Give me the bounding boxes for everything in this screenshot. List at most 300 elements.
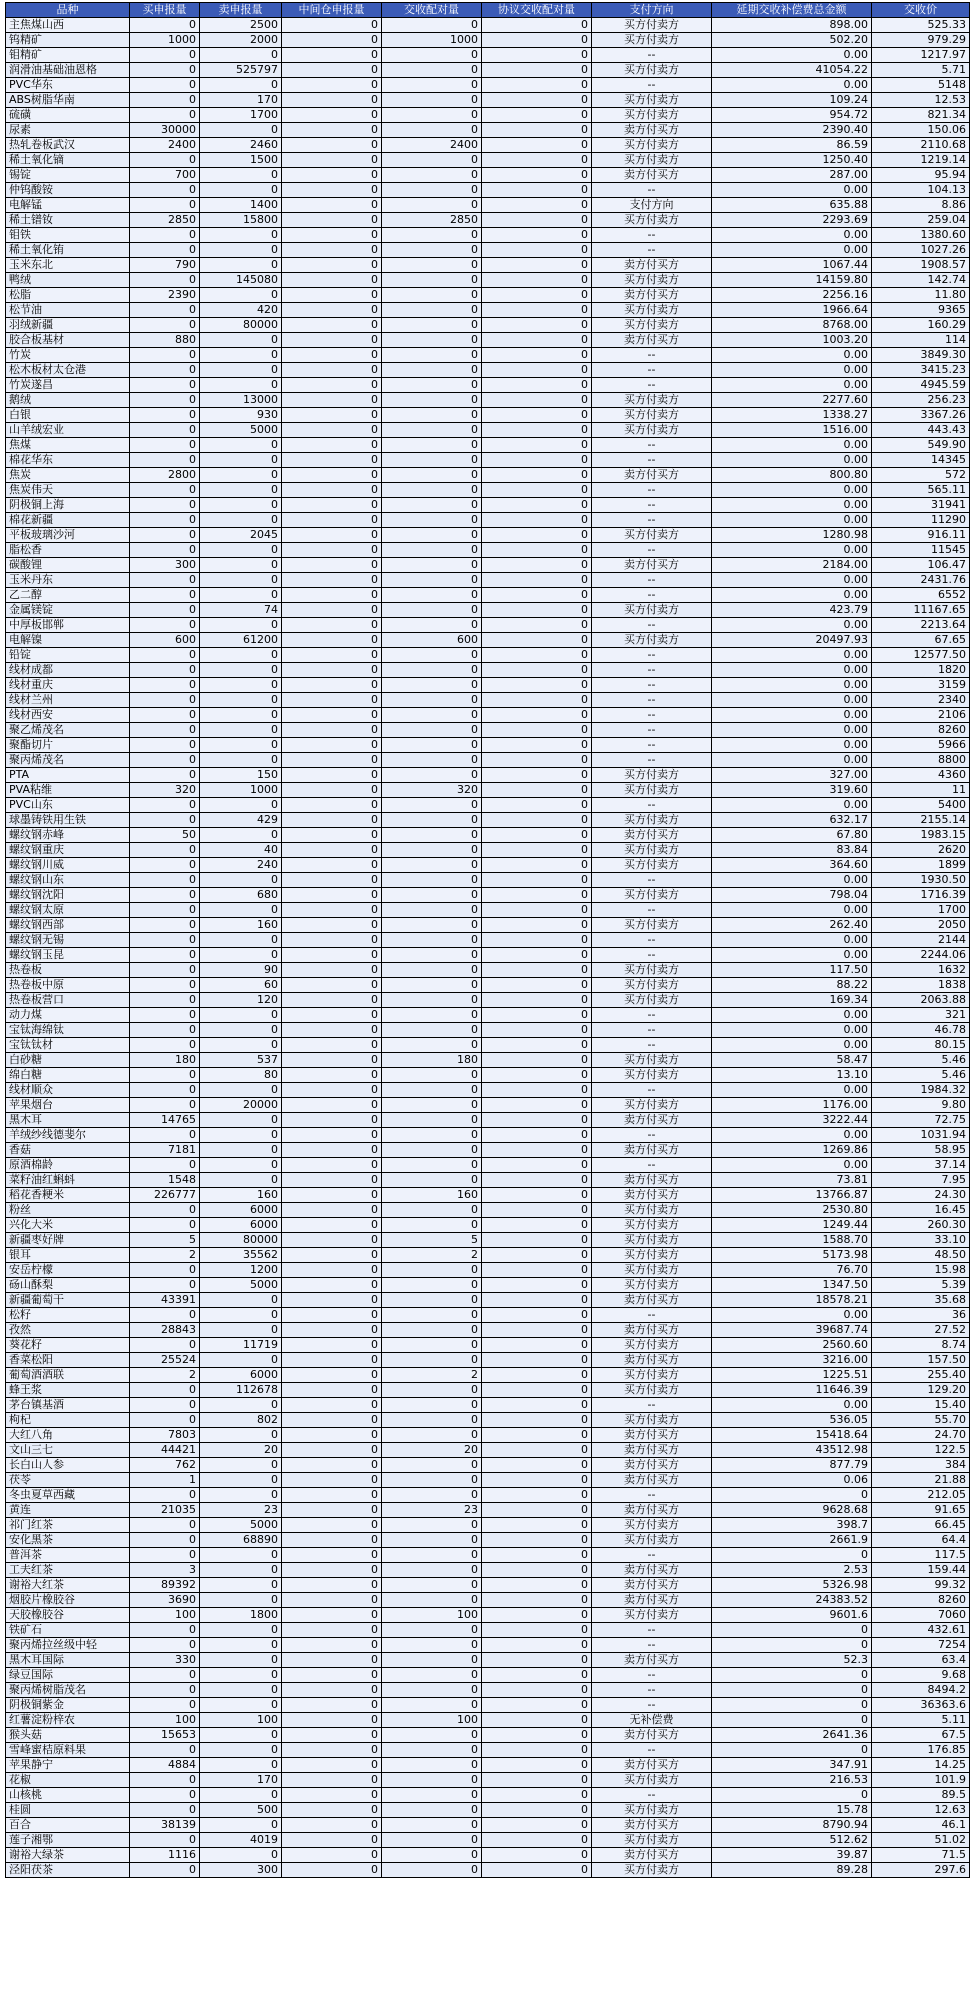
cell-product: 宝钛海绵钛 [6,1023,130,1038]
cell-agreement-matched: 0 [482,378,592,393]
cell-delivery-matched: 0 [382,453,482,468]
table-row[interactable] [6,558,970,573]
table-row[interactable] [6,513,970,528]
table-row[interactable] [6,1188,970,1203]
table-row[interactable] [6,183,970,198]
table-row[interactable] [6,963,970,978]
table-row[interactable] [6,873,970,888]
table-row[interactable] [6,798,970,813]
cell-delivery-matched: 0 [382,1263,482,1278]
cell-agreement-matched: 0 [482,1488,592,1503]
cell-deferred-compensation: 262.40 [712,918,872,933]
table-row[interactable] [6,1398,970,1413]
table-row[interactable] [6,1473,970,1488]
cell-sell-declared: 40 [200,843,282,858]
table-row[interactable] [6,138,970,153]
table-row[interactable] [6,723,970,738]
cell-buy-declared: 180 [130,1053,200,1068]
table-row[interactable] [6,213,970,228]
cell-payment-direction: 买方付卖方 [592,108,712,123]
cell-delivery-matched: 20 [382,1443,482,1458]
cell-product: 电解镍 [6,633,130,648]
cell-delivery-price: 5.11 [872,1713,970,1728]
table-row[interactable] [6,1008,970,1023]
table-row[interactable] [6,1833,970,1848]
table-row[interactable] [6,1848,970,1863]
cell-delivery-matched: 0 [382,1518,482,1533]
table-row[interactable] [6,1788,970,1803]
cell-intermediate-declared: 0 [282,1023,382,1038]
cell-product: 松脂 [6,288,130,303]
cell-intermediate-declared: 0 [282,1593,382,1608]
table-row[interactable] [6,243,970,258]
table-row[interactable] [6,858,970,873]
table-row[interactable] [6,783,970,798]
table-row[interactable] [6,663,970,678]
table-row[interactable] [6,1143,970,1158]
cell-buy-declared: 0 [130,798,200,813]
cell-intermediate-declared: 0 [282,48,382,63]
table-row[interactable] [6,573,970,588]
header-buy-declared[interactable]: 买申报量 [130,3,200,18]
table-row[interactable] [6,678,970,693]
cell-agreement-matched: 0 [482,543,592,558]
table-row[interactable] [6,408,970,423]
header-intermediate-declared[interactable]: 中间仓申报量 [282,3,382,18]
table-row[interactable] [6,1458,970,1473]
cell-sell-declared: 1700 [200,108,282,123]
cell-delivery-price: 58.95 [872,1143,970,1158]
cell-deferred-compensation: 0.00 [712,363,872,378]
cell-agreement-matched: 0 [482,1038,592,1053]
table-row[interactable] [6,813,970,828]
cell-buy-declared: 0 [130,1683,200,1698]
table-row[interactable] [6,363,970,378]
cell-deferred-compensation: 5326.98 [712,1578,872,1593]
cell-buy-declared: 2800 [130,468,200,483]
table-row[interactable] [6,1278,970,1293]
table-row[interactable] [6,708,970,723]
table-row[interactable] [6,63,970,78]
cell-delivery-matched: 0 [382,603,482,618]
table-row[interactable] [6,1683,970,1698]
cell-sell-declared: 0 [200,678,282,693]
table-row[interactable] [6,1338,970,1353]
cell-delivery-matched: 0 [382,1413,482,1428]
table-row[interactable] [6,1353,970,1368]
cell-intermediate-declared: 0 [282,213,382,228]
cell-deferred-compensation: 1516.00 [712,423,872,438]
table-row[interactable] [6,1218,970,1233]
cell-deferred-compensation: 0.00 [712,753,872,768]
cell-product: 焦煤 [6,438,130,453]
cell-delivery-price: 72.75 [872,1113,970,1128]
table-row[interactable] [6,918,970,933]
table-row[interactable] [6,903,970,918]
table-row[interactable] [6,498,970,513]
table-row[interactable] [6,693,970,708]
cell-payment-direction: -- [592,1038,712,1053]
cell-product: 茯苓 [6,1473,130,1488]
cell-sell-declared: 0 [200,1143,282,1158]
table-row[interactable] [6,1053,970,1068]
table-row[interactable] [6,1083,970,1098]
cell-delivery-matched: 0 [382,63,482,78]
cell-delivery-price: 8800 [872,753,970,768]
cell-product: PVA粘维 [6,783,130,798]
cell-intermediate-declared: 0 [282,798,382,813]
cell-product: 线材兰州 [6,693,130,708]
table-row[interactable] [6,1668,970,1683]
table-row[interactable] [6,738,970,753]
cell-sell-declared: 68890 [200,1533,282,1548]
cell-product: 茅台镇基酒 [6,1398,130,1413]
table-row[interactable] [6,153,970,168]
cell-buy-declared: 89392 [130,1578,200,1593]
cell-sell-declared: 0 [200,1428,282,1443]
cell-payment-direction: 买方付卖方 [592,1203,712,1218]
cell-product: 绵白糖 [6,1068,130,1083]
table-row[interactable] [6,1728,970,1743]
cell-intermediate-declared: 0 [282,228,382,243]
cell-intermediate-declared: 0 [282,993,382,1008]
cell-delivery-price: 5.71 [872,63,970,78]
cell-sell-declared: 0 [200,1458,282,1473]
header-delivery-matched[interactable]: 交收配对量 [382,3,482,18]
table-row[interactable] [6,1773,970,1788]
cell-deferred-compensation: 0.00 [712,498,872,513]
cell-deferred-compensation: 0.06 [712,1473,872,1488]
table-row[interactable] [6,123,970,138]
table-row[interactable] [6,1863,970,1878]
table-row[interactable] [6,33,970,48]
table-row[interactable] [6,378,970,393]
cell-product: 谢裕大绿茶 [6,1848,130,1863]
cell-buy-declared: 0 [130,273,200,288]
cell-delivery-matched: 0 [382,1023,482,1038]
cell-payment-direction: -- [592,1158,712,1173]
cell-delivery-matched: 0 [382,468,482,483]
cell-buy-declared: 1116 [130,1848,200,1863]
cell-agreement-matched: 0 [482,453,592,468]
table-row[interactable] [6,1608,970,1623]
table-row[interactable] [6,1233,970,1248]
cell-sell-declared: 0 [200,1563,282,1578]
cell-delivery-price: 1899 [872,858,970,873]
table-row[interactable] [6,648,970,663]
cell-buy-declared: 0 [130,873,200,888]
table-row[interactable] [6,1563,970,1578]
cell-intermediate-declared: 0 [282,33,382,48]
cell-delivery-price: 5148 [872,78,970,93]
cell-product: 聚酯切片 [6,738,130,753]
cell-delivery-price: 2340 [872,693,970,708]
cell-delivery-matched: 0 [382,543,482,558]
cell-sell-declared: 150 [200,768,282,783]
table-row[interactable] [6,1098,970,1113]
cell-agreement-matched: 0 [482,78,592,93]
cell-sell-declared: 0 [200,1578,282,1593]
cell-agreement-matched: 0 [482,1353,592,1368]
cell-payment-direction: 买方付卖方 [592,1518,712,1533]
table-row[interactable] [6,48,970,63]
cell-payment-direction: -- [592,573,712,588]
cell-intermediate-declared: 0 [282,168,382,183]
cell-intermediate-declared: 0 [282,543,382,558]
table-row[interactable] [6,1023,970,1038]
table-row[interactable] [6,1518,970,1533]
table-row[interactable] [6,1743,970,1758]
cell-sell-declared: 0 [200,663,282,678]
table-row[interactable] [6,393,970,408]
table-row[interactable] [6,618,970,633]
cell-intermediate-declared: 0 [282,1578,382,1593]
table-row[interactable] [6,18,970,33]
header-agreement-matched[interactable]: 协议交收配对量 [482,3,592,18]
table-row[interactable] [6,993,970,1008]
table-row[interactable] [6,1593,970,1608]
table-row[interactable] [6,1548,970,1563]
table-row[interactable] [6,78,970,93]
table-row[interactable] [6,888,970,903]
cell-product: 铅锭 [6,648,130,663]
cell-sell-declared: 0 [200,483,282,498]
cell-buy-declared: 0 [130,933,200,948]
cell-delivery-price: 64.4 [872,1533,970,1548]
cell-deferred-compensation: 20497.93 [712,633,872,648]
cell-intermediate-declared: 0 [282,63,382,78]
cell-delivery-matched: 0 [382,1683,482,1698]
cell-intermediate-declared: 0 [282,1053,382,1068]
cell-product: 焦炭伟天 [6,483,130,498]
cell-intermediate-declared: 0 [282,1728,382,1743]
table-row[interactable] [6,348,970,363]
cell-delivery-price: 12.53 [872,93,970,108]
cell-deferred-compensation: 0 [712,1488,872,1503]
cell-sell-declared: 0 [200,948,282,963]
table-row[interactable] [6,318,970,333]
table-row[interactable] [6,108,970,123]
table-row[interactable] [6,1068,970,1083]
header-sell-declared[interactable]: 卖申报量 [200,3,282,18]
cell-deferred-compensation: 2.53 [712,1563,872,1578]
cell-intermediate-declared: 0 [282,1863,382,1878]
cell-buy-declared: 0 [130,1023,200,1038]
table-row[interactable] [6,1368,970,1383]
table-row[interactable] [6,423,970,438]
cell-sell-declared: 0 [200,1848,282,1863]
cell-buy-declared: 0 [130,708,200,723]
cell-delivery-price: 51.02 [872,1833,970,1848]
cell-sell-declared: 20000 [200,1098,282,1113]
cell-product: 动力煤 [6,1008,130,1023]
header-delivery-price[interactable]: 交收价 [872,3,970,18]
cell-sell-declared: 5000 [200,1278,282,1293]
table-row[interactable] [6,948,970,963]
cell-agreement-matched: 0 [482,423,592,438]
table-row[interactable] [6,288,970,303]
cell-buy-declared: 0 [130,663,200,678]
table-row[interactable] [6,933,970,948]
cell-deferred-compensation: 800.80 [712,468,872,483]
cell-intermediate-declared: 0 [282,483,382,498]
table-row[interactable] [6,228,970,243]
cell-sell-declared: 0 [200,378,282,393]
table-row[interactable] [6,843,970,858]
table-row[interactable] [6,93,970,108]
table-row[interactable] [6,483,970,498]
cell-buy-declared: 0 [130,63,200,78]
cell-deferred-compensation: 2277.60 [712,393,872,408]
cell-product: 稀土氧化镝 [6,153,130,168]
table-row[interactable] [6,543,970,558]
table-row[interactable] [6,1293,970,1308]
table-row[interactable] [6,258,970,273]
table-row[interactable] [6,453,970,468]
cell-sell-declared: 15800 [200,213,282,228]
table-row[interactable] [6,1503,970,1518]
cell-agreement-matched: 0 [482,678,592,693]
table-row[interactable] [6,1428,970,1443]
table-row[interactable] [6,1443,970,1458]
table-row[interactable] [6,438,970,453]
cell-deferred-compensation: 2641.36 [712,1728,872,1743]
table-row[interactable] [6,1308,970,1323]
cell-deferred-compensation: 0.00 [712,1038,872,1053]
cell-sell-declared: 100 [200,1713,282,1728]
table-row[interactable] [6,1128,970,1143]
cell-product: 热轧卷板武汉 [6,138,130,153]
cell-delivery-price: 2620 [872,843,970,858]
table-row[interactable] [6,633,970,648]
cell-delivery-price: 8.74 [872,1338,970,1353]
cell-intermediate-declared: 0 [282,1848,382,1863]
cell-delivery-price: 260.30 [872,1218,970,1233]
table-row[interactable] [6,333,970,348]
table-row[interactable] [6,978,970,993]
cell-product: 稻花香粳米 [6,1188,130,1203]
cell-delivery-matched: 0 [382,588,482,603]
table-row[interactable] [6,753,970,768]
table-row[interactable] [6,1713,970,1728]
table-row[interactable] [6,1758,970,1773]
table-row[interactable] [6,768,970,783]
cell-buy-declared: 0 [130,1833,200,1848]
cell-sell-declared: 0 [200,753,282,768]
table-row[interactable] [6,828,970,843]
table-row[interactable] [6,198,970,213]
cell-sell-declared: 0 [200,333,282,348]
cell-product: 棉花新疆 [6,513,130,528]
table-row[interactable] [6,1803,970,1818]
cell-payment-direction: 买方付卖方 [592,408,712,423]
cell-buy-declared: 790 [130,258,200,273]
table-row[interactable] [6,1248,970,1263]
table-row[interactable] [6,603,970,618]
cell-sell-declared: 112678 [200,1383,282,1398]
cell-buy-declared: 0 [130,738,200,753]
table-row[interactable] [6,528,970,543]
table-row[interactable] [6,1113,970,1128]
cell-delivery-matched: 0 [382,333,482,348]
table-row[interactable] [6,303,970,318]
table-row[interactable] [6,1323,970,1338]
table-row[interactable] [6,1623,970,1638]
cell-intermediate-declared: 0 [282,1278,382,1293]
table-row[interactable] [6,1818,970,1833]
cell-payment-direction: 卖方付买方 [592,258,712,273]
cell-delivery-matched: 0 [382,693,482,708]
cell-buy-declared: 0 [130,423,200,438]
table-row[interactable] [6,168,970,183]
cell-deferred-compensation: 83.84 [712,843,872,858]
cell-buy-declared: 320 [130,783,200,798]
cell-buy-declared: 30000 [130,123,200,138]
cell-product: 螺纹钢无锡 [6,933,130,948]
table-row[interactable] [6,1413,970,1428]
table-row[interactable] [6,1173,970,1188]
cell-intermediate-declared: 0 [282,288,382,303]
cell-delivery-matched: 0 [382,813,482,828]
cell-buy-declared: 0 [130,153,200,168]
table-row[interactable] [6,1698,970,1713]
table-row[interactable] [6,1038,970,1053]
cell-intermediate-declared: 0 [282,1338,382,1353]
cell-payment-direction: 卖方付买方 [592,1323,712,1338]
cell-payment-direction: 买方付卖方 [592,1248,712,1263]
table-row[interactable] [6,1263,970,1278]
table-row[interactable] [6,468,970,483]
cell-delivery-price: 9.80 [872,1098,970,1113]
table-row[interactable] [6,588,970,603]
cell-agreement-matched: 0 [482,1653,592,1668]
cell-delivery-price: 16.45 [872,1203,970,1218]
table-row[interactable] [6,1638,970,1653]
table-row[interactable] [6,1488,970,1503]
cell-agreement-matched: 0 [482,1863,592,1878]
cell-agreement-matched: 0 [482,813,592,828]
header-payment-direction[interactable]: 支付方向 [592,3,712,18]
cell-payment-direction: 卖方付买方 [592,1848,712,1863]
table-row[interactable] [6,273,970,288]
cell-product: 中厚板邯郸 [6,618,130,633]
cell-delivery-price: 443.43 [872,423,970,438]
cell-intermediate-declared: 0 [282,1233,382,1248]
cell-sell-declared: 240 [200,858,282,873]
cell-sell-declared: 0 [200,1398,282,1413]
table-row[interactable] [6,1158,970,1173]
cell-delivery-matched: 0 [382,858,482,873]
cell-delivery-matched: 0 [382,1578,482,1593]
cell-deferred-compensation: 14159.80 [712,273,872,288]
cell-sell-declared: 80 [200,1068,282,1083]
header-product[interactable]: 品种 [6,3,130,18]
table-row[interactable] [6,1578,970,1593]
cell-sell-declared: 170 [200,1773,282,1788]
cell-agreement-matched: 0 [482,1308,592,1323]
cell-payment-direction: 买方付卖方 [592,978,712,993]
header-deferred-compensation[interactable]: 延期交收补偿费总金额 [712,3,872,18]
cell-sell-declared: 0 [200,723,282,738]
table-row[interactable] [6,1533,970,1548]
cell-sell-declared: 145080 [200,273,282,288]
cell-agreement-matched: 0 [482,1578,592,1593]
cell-product: 花椒 [6,1773,130,1788]
table-row[interactable] [6,1383,970,1398]
table-row[interactable] [6,1203,970,1218]
table-row[interactable] [6,1653,970,1668]
cell-delivery-matched: 0 [382,1863,482,1878]
